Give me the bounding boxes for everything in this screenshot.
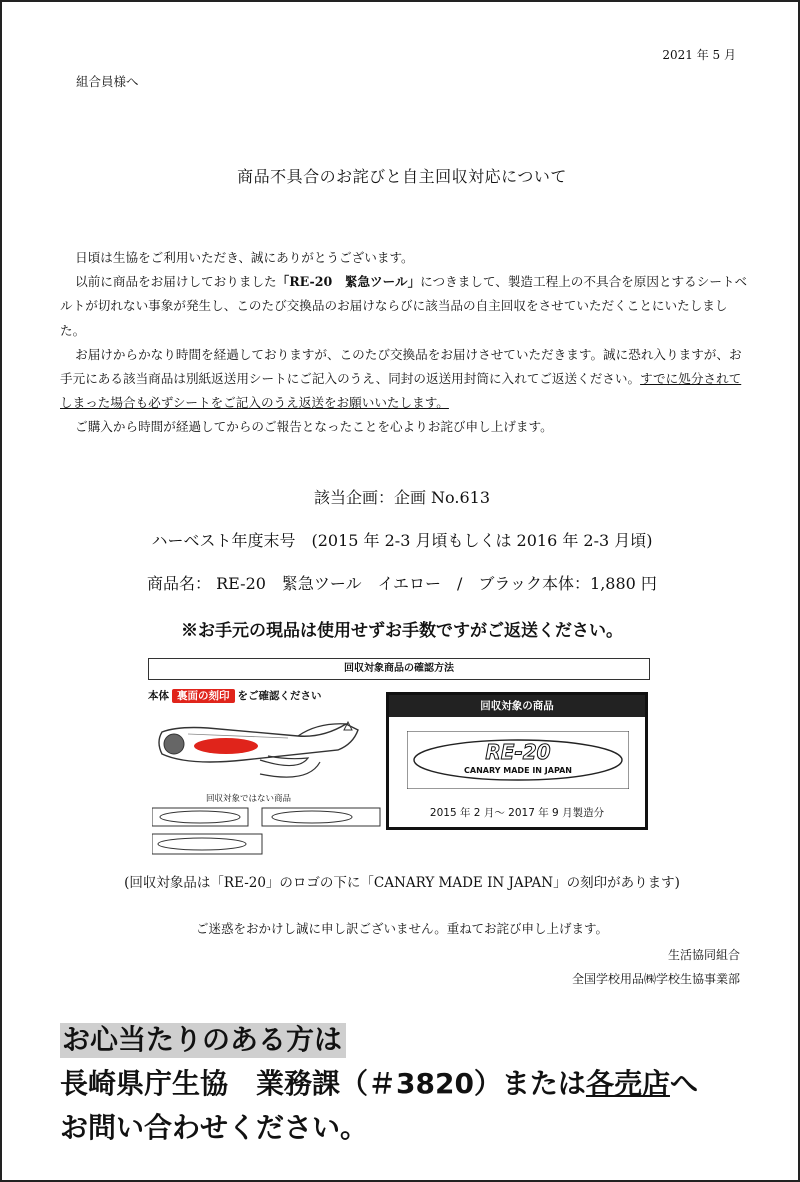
confirm-instruction (148, 688, 322, 703)
page-title: 商品不具合のお詫びと自主回収対応について (237, 167, 567, 186)
contact-line2 (60, 1062, 698, 1106)
contact-line3: お問い合わせください。 (60, 1111, 369, 1144)
target-product-box (386, 692, 648, 830)
paragraph-return-text: お届けからかなり時間を経過しておりますが、このたび交換品をお届けさせていただきます。誠に恐れ入りますが、お手元にある該当商品は別紙返送用シートにご記入のうえ、同封の返送用封筒に入れてご返送ください。 (60, 346, 742, 387)
return-request: ※お手元の現品は使用せずお手数ですがご返送ください。 (181, 621, 623, 641)
tool-illustration (148, 702, 378, 792)
contact-highlight: お心当たりのある方は (60, 1023, 346, 1058)
engraving-highlight (194, 738, 258, 754)
contact-stores: 各売店 (585, 1067, 670, 1100)
date: 2021 年 5 月 (662, 48, 736, 62)
product-info: 商品名： RE-20 緊急ツール イエロー / ブラック本体：1,880 円 (147, 574, 657, 593)
plan-number: 該当企画：企画 No.613 (313, 488, 491, 507)
paragraph-issue (60, 270, 750, 343)
target-period: 2015 年 2 月～ 2017 年 9 月製造分 (429, 807, 605, 819)
logo-text: RE-20 (485, 740, 551, 764)
non-target-logos (152, 806, 382, 856)
paragraph-issue-post: につきまして、製造工程上の不具合を原因とするシートベルトが切れない事象が発生し、このたび交換品のお届けならびに該当品の自主回収をさせていただくことにいたしました。 (60, 274, 748, 338)
confirm-pre: 本体 (148, 690, 169, 702)
issue-info: ハーベスト年度末号 (2015 年 2-3 月頃もしくは 2016 年 2-3 月頃) (151, 531, 653, 550)
contact-block (60, 1018, 698, 1150)
addressee: 組合員様へ (76, 74, 139, 89)
confirmation-figure (148, 658, 650, 850)
paragraph-issue-pre: 以前に商品をお届けしておりました (75, 274, 277, 290)
underlined-instruction: すでに処分されてしまった場合も必ずシートをご記入のうえ返送をお願いいたします。 (60, 371, 742, 411)
contact-line1 (60, 1018, 698, 1062)
paragraph-return (60, 343, 750, 416)
product-name-inline: 「RE-20 緊急ツール」 (276, 274, 421, 290)
figure-header: 回収対象商品の確認方法 (148, 658, 650, 680)
engraving-badge: 裏面の刻印 (172, 689, 235, 703)
re20-logo (407, 731, 629, 789)
confirm-post: をご確認ください (237, 690, 322, 702)
logo-subtext: CANARY MADE IN JAPAN (464, 766, 572, 775)
paragraph-greeting: 日頃は生協をご利用いただき、誠にありがとうございます。 (75, 250, 414, 265)
contact-line2-post: へ (669, 1067, 698, 1100)
body-text (60, 246, 750, 440)
closing-apology: ご迷惑をおかけし誠に申し訳ございません。重ねてお詫び申し上げます。 (196, 921, 608, 936)
paragraph-apology: ご購入から時間が経過してからのご報告となったことを心よりお詫び申し上げます。 (75, 419, 553, 435)
target-title: 回収対象の商品 (389, 695, 645, 717)
signature-org1: 生活協同組合 (667, 948, 740, 962)
not-target-label: 回収対象ではない商品 (206, 794, 292, 804)
engraving-note: (回収対象品は「RE-20」のロゴの下に「CANARY MADE IN JAPAN」の刻印があります) (124, 875, 680, 891)
signature-org2: 全国学校用品㈱学校生協事業部 (571, 972, 740, 986)
contact-line2-pre: 長崎県庁生協 業務課（＃3820）または (60, 1067, 586, 1100)
